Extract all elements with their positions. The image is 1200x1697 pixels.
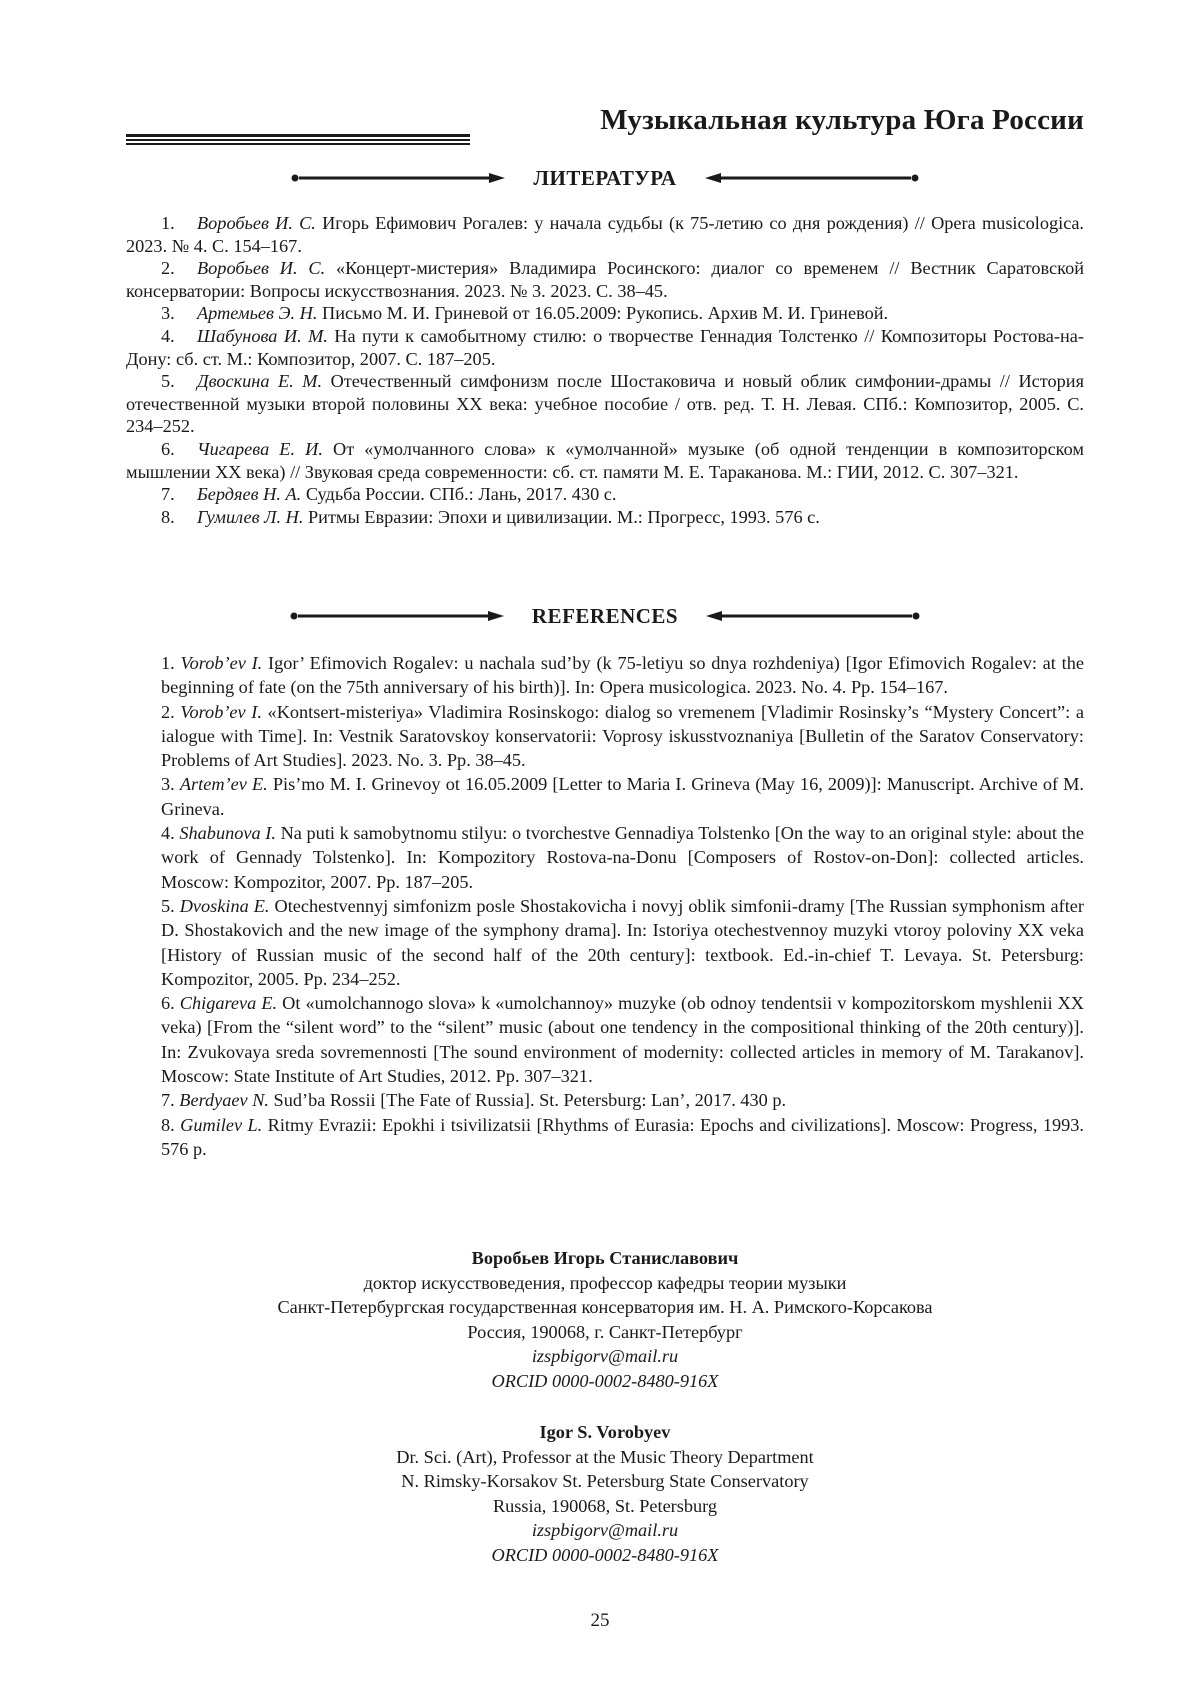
author-email[interactable]: izspbigorv@mail.ru (531, 1346, 679, 1366)
reference-item: 8. Gumilev L. Ritmy Evrazii: Epokhi i tsivilizatsii [Rhythms of Eurasia: Epochs and civilizations]. Moscow: Progress, 1993. 576 p. (161, 1114, 1084, 1159)
literature-item: 5. Двоскина Е. М. Отечественный симфонизм после Шостаковича и новый облик симфонии-драмы // История отечественной музыки второй половины XX века: учебное пособие / отв. ред. Т. Н. Левая. СПб.: Композитор, 2005. С. 234–252. (126, 371, 1084, 437)
journal-title: Музыкальная культура Юга России (600, 104, 1084, 136)
literature-item: 7. Бердяев Н. А. Судьба России. СПб.: Лань, 2017. 430 с. (161, 484, 617, 505)
author-institution: Санкт-Петербургская государственная консерватория им. Н. А. Римского-Корсакова (277, 1297, 933, 1317)
literature-item: 6. Чигарева Е. И. От «умолчанного слова» к «умолчанной» музыке (об одной тенденции в композиторском мышлении XX века) // Звуковая среда современности: сб. ст. памяти М. Е. Тараканова. М.: ГИИ, 2012. С. 307–321. (126, 438, 1084, 482)
references-heading: REFERENCES (531, 603, 679, 628)
literature-item: 3. Артемьев Э. Н. Письмо М. И. Гриневой от 16.05.2009: Рукопись. Архив М. И. Гриневой. (161, 303, 889, 324)
author-institution: N. Rimsky-Korsakov St. Petersburg State Conservatory (401, 1471, 809, 1491)
page-header (126, 104, 1084, 148)
page-number: 25 (590, 1610, 610, 1631)
author-orcid: ORCID 0000-0002-8480-916X (491, 1544, 719, 1565)
literature-heading-row (126, 163, 1084, 193)
author-address: Россия, 190068, г. Санкт-Петербург (467, 1321, 743, 1342)
author-orcid: ORCID 0000-0002-8480-916X (491, 1370, 719, 1391)
literature-heading: ЛИТЕРАТУРА (533, 165, 677, 190)
references-heading-row (126, 601, 1084, 631)
ornament-left-icon (290, 609, 510, 623)
references-list (161, 651, 1084, 1161)
header-rule (126, 134, 470, 147)
reference-item: 2. Vorob’ev I. «Kontsert-misteriya» Vladimira Rosinskogo: dialog so vremenem [Vladimir Rosinsky’s “Mystery Concert”: a ialogue with Time]. In: Vestnik Saratovskoy konservatorii: Voprosy iskusstvoznaniya [Bulletin of the Saratov Conservatory: Problems of Art Studies]. 2023. No. 3. Pp. 38–45. (161, 701, 1084, 771)
ornament-left-icon (291, 171, 511, 185)
reference-item: 5. Dvoskina E. Otechestvennyj simfonizm posle Shostakovicha i novyj oblik simfonii-dramy [The Russian symphonism after D. Shostakovich and the new image of the symphony drama]. In: Istoriya otechestvennoy muzyki vtoroy poloviny XX veka [History of Russian music of the second half of the 20th century]: textbook. Ed.-in-chief T. Levaya. St. Petersburg: Kompozitor, 2005. Pp. 234–252. (161, 895, 1084, 989)
author-position: доктор искусствоведения, профессор кафедры теории музыки (363, 1272, 847, 1293)
ornament-right-icon (700, 609, 920, 623)
literature-list (126, 212, 1084, 528)
literature-item: 8. Гумилев Л. Н. Ритмы Евразии: Эпохи и цивилизации. М.: Прогресс, 1993. 576 с. (161, 506, 820, 527)
author-info-en (126, 1420, 1084, 1567)
reference-item: 4. Shabunova I. Na puti k samobytnomu stilyu: o tvorchestve Gennadiya Tolstenko [On the way to an original style: about the work of Gennady Tolstenko]. In: Kompozitory Rostova-na-Donu [Composers of Rostov-on-Don]: collected articles. Moscow: Kompozitor, 2007. Pp. 187–205. (161, 823, 1084, 892)
ornament-right-icon (699, 171, 919, 185)
author-name: Igor S. Vorobyev (539, 1422, 671, 1442)
literature-item: 4. Шабунова И. М. На пути к самобытному стилю: о творчестве Геннадия Толстенко // Композиторы Ростова-на-Дону: сб. ст. М.: Композитор, 2007. С. 187–205. (126, 325, 1084, 369)
literature-item: 1. Воробьев И. С. Игорь Ефимович Рогалев: у начала судьбы (к 75-летию со дня рождения) // Opera musicologica. 2023. № 4. С. 154–167. (126, 213, 1084, 256)
reference-item: 6. Chigareva E. Ot «umolchannogo slova» k «umolchannoy» muzyke (ob odnoy tendentsii v kompozitorskom myshlenii XX veka) [From the “silent word” to the “silent” music (about one tendency in the compositional thinking of the 20th century)]. In: Zvukovaya sreda sovremennosti [The sound environment of modernity: collected articles in memory of M. Tarakanov]. Moscow: State Institute of Art Studies, 2012. Pp. 307–321. (161, 993, 1085, 1087)
author-email[interactable]: izspbigorv@mail.ru (531, 1520, 679, 1540)
reference-item: 1. Vorob’ev I. Igor’ Efimovich Rogalev: u nachala sud’by (k 75-letiyu so dnya rozhdeniya) [Igor Efimovich Rogalev: at the beginning of fate (on the 75th anniversary of his birth)]. In: Opera musicologica. 2023. No. 4. Pp. 154–167. (161, 653, 1084, 698)
author-position: Dr. Sci. (Art), Professor at the Music Theory Department (396, 1446, 814, 1467)
reference-item: 3. Artem’ev E. Pis’mo M. I. Grinevoy ot 16.05.2009 [Letter to Maria I. Grineva (May 16, 2009)]: Manuscript. Archive of M. Grineva. (161, 774, 1084, 819)
reference-item: 7. Berdyaev N. Sud’ba Rossii [The Fate of Russia]. St. Petersburg: Lan’, 2017. 430 p. (161, 1090, 787, 1111)
author-info-ru (126, 1246, 1084, 1393)
literature-item: 2. Воробьев И. С. «Концерт-мистерия» Владимира Росинского: диалог со временем // Вестник Саратовской консерватории: Вопросы искусствознания. 2023. № 3. 2023. С. 38–45. (126, 258, 1085, 301)
author-address: Russia, 190068, St. Petersburg (492, 1495, 718, 1516)
author-name: Воробьев Игорь Станиславович (471, 1248, 739, 1268)
